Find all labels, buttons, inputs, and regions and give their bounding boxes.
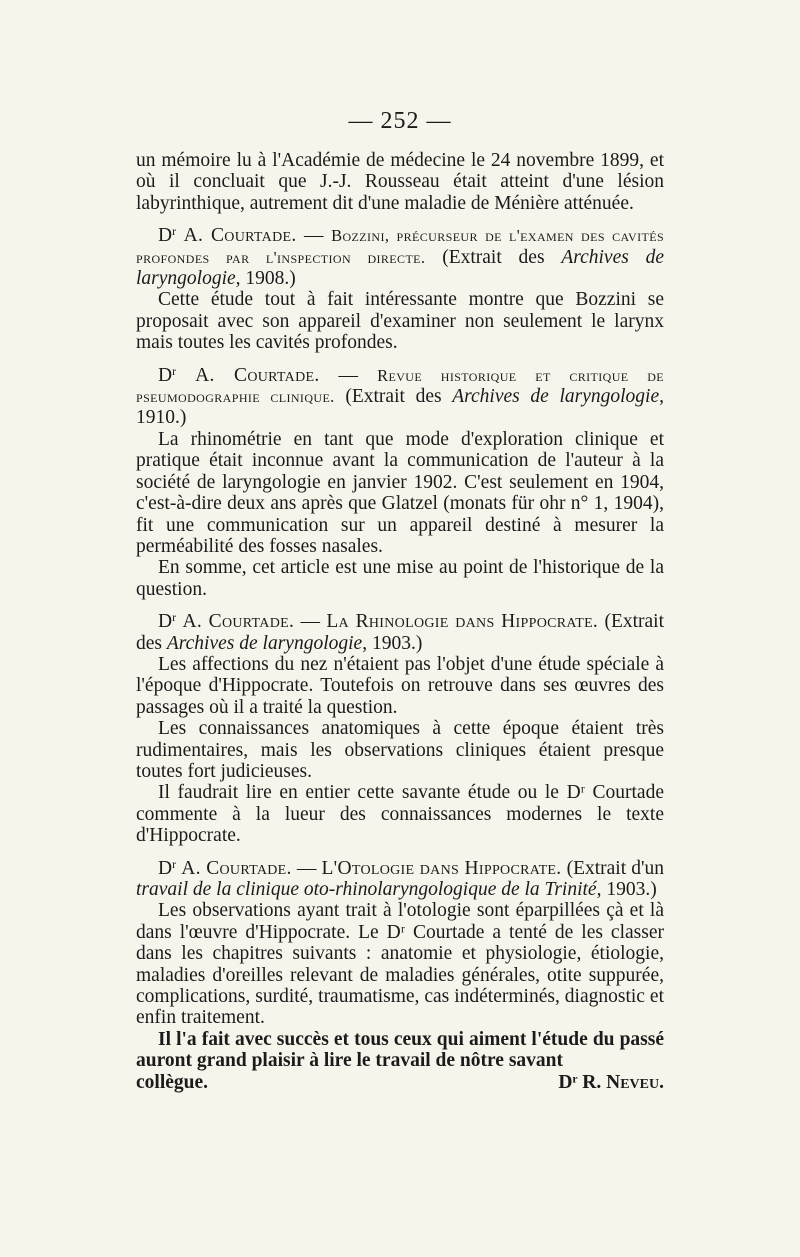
entry-heading	[136, 225, 664, 289]
author-sup: r	[172, 856, 177, 871]
closing-last-word: collègue.	[136, 1071, 209, 1093]
source-post: , 1908.)	[235, 268, 296, 290]
heading-dash: —	[296, 225, 332, 247]
author-name: A. Courtade.	[195, 364, 320, 386]
source-post: , 1903.)	[362, 632, 423, 654]
entry-title: Revue historique et critique de pseumodographie clinique.	[136, 365, 665, 407]
source-pre: (Extrait des	[334, 386, 453, 408]
entry-title: La Rhinologie dans Hippocrate.	[326, 611, 599, 633]
source-pre: (Extrait des	[136, 611, 665, 654]
author-prefix: D	[158, 857, 173, 879]
closing-paragraph: Il l'a fait avec succès et tous ceux qui aiment l'étude du passé auront grand plaisir à lire le travail de nôtre savant	[136, 1028, 664, 1072]
author-sup: r	[172, 224, 177, 239]
heading-dash: —	[294, 611, 327, 633]
signature-line	[136, 1072, 664, 1093]
author-prefix: D	[158, 364, 173, 386]
heading-dash: —	[291, 857, 322, 879]
author-name: A. Courtade.	[183, 225, 297, 247]
entry-paragraph: Les connaissances anatomiques à cette époque étaient très rudimentaires, mais les observations cliniques étaient presque toutes fort judicieuses.	[136, 718, 664, 782]
entry-paragraph: Les observations ayant trait à l'otologie sont éparpillées çà et là dans l'œuvre d'Hippocrate. Le Dʳ Courtade a tenté de les classer dans les chapitres suivants : anatomie et physiologie, étiologie, maladies d'oreilles relevant de maladies générales, otite suppurée, complications, surdité, traumatisme, cas indéterminés, diagnostic et enfin traitement.	[136, 900, 664, 1029]
entry-heading	[136, 858, 664, 901]
source-journal: travail de la clinique oto-rhinolaryngologique de la Trinité	[136, 879, 597, 900]
heading-dash: —	[319, 364, 378, 386]
author-name: A. Courtade.	[181, 857, 292, 879]
entry-heading	[136, 365, 664, 429]
entry-paragraph: Cette étude tout à fait intéressante montre que Bozzini se proposait avec son appareil d'examiner non seulement le larynx mais toutes les cavités profondes.	[136, 289, 664, 354]
signature: Dʳ R. Neveu.	[558, 1071, 664, 1093]
author-sup: r	[172, 363, 177, 378]
source-pre: (Extrait d'un	[561, 857, 665, 879]
entry-paragraph: En somme, cet article est une mise au point de l'historique de la question.	[136, 557, 664, 600]
source-journal: Archives de laryngologie	[452, 386, 660, 408]
entry-paragraph: Il faudrait lire en entier cette savante étude ou le Dʳ Courtade commente à la lueur des connaissances modernes le texte d'Hippocrate.	[136, 782, 664, 847]
source-journal: Archives de laryngologie	[136, 246, 664, 290]
entry-paragraph: La rhinométrie en tant que mode d'exploration clinique et pratique était inconnue avant la communication de l'auteur à la société de laryngologie en janvier 1902. C'est seulement en 1904, c'est-à-dire deux ans après que Glatzel (monats für ohr n° 1, 1904), fit une communication sur un appareil destiné à mesurer la perméabilité des fosses nasales.	[136, 428, 664, 557]
author-prefix: D	[158, 611, 173, 633]
source-journal: Archives de laryngologie	[166, 632, 363, 654]
entry-heading	[136, 611, 664, 654]
page-number: — 252 —	[348, 108, 452, 134]
entry-title: L'Otologie dans Hippocrate.	[321, 857, 562, 879]
text-block	[136, 150, 664, 1093]
entry-title: Bozzini, précurseur de l'examen des cavités profondes par l'inspection directe.	[136, 226, 665, 267]
source-pre: (Extrait des	[425, 246, 562, 268]
source-post: , 1910.)	[136, 386, 664, 429]
author-name: A. Courtade.	[182, 611, 295, 633]
intro-paragraph: un mémoire lu à l'Académie de médecine le 24 novembre 1899, et où il concluait que J.-J. Rousseau était atteint d'une lésion labyrinthique, autrement dit d'une maladie de Ménière atténuée.	[136, 150, 664, 214]
source-post: , 1903.)	[596, 879, 657, 900]
entry-paragraph: Les affections du nez n'étaient pas l'objet d'une étude spéciale à l'époque d'Hippocrate. Toutefois on retrouve dans ses œuvres des passages où il a traité la question.	[136, 653, 664, 718]
author-prefix: D	[158, 225, 173, 247]
author-sup: r	[172, 610, 177, 625]
